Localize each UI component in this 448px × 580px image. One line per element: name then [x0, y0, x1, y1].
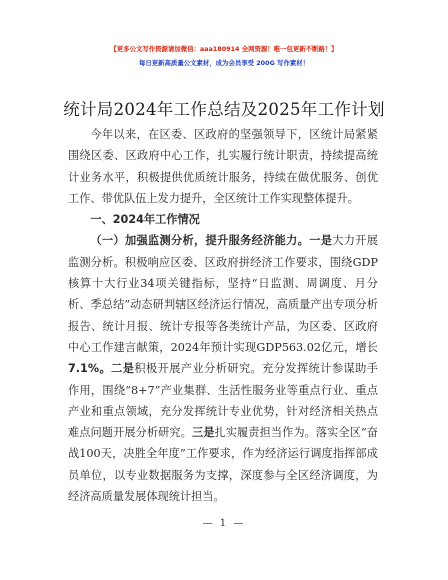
- page-number: — 1 —: [202, 518, 246, 529]
- item-1-label: （一）加强监测分析，提升服务经济能力。: [90, 234, 310, 248]
- point-3-label: 三是: [191, 426, 215, 440]
- item-1-paragraph: [68, 230, 378, 507]
- point-1-label: 一是: [309, 234, 333, 248]
- promo-banner-line-2: 每日更新高质量公文素材，成为会员享受 200G 写作素材！: [138, 59, 310, 67]
- point-3-text: 扎实履责担当作为。落实全区“奋战100天，决胜全年度”工作要求，作为经济运行调度指挥部成员单位，以专业数据服务为支撑，深度参与全区经济调度，为经济高质量发展体现统计担当。: [68, 426, 378, 504]
- point-2-label: 二是: [111, 362, 135, 376]
- document-title: 统计局2024年工作总结及2025年工作计划: [63, 100, 385, 119]
- point-2-text: 积极开展产业分析研究。充分发挥统计参谋助手作用，围绕“8+7”产业集群、生活性服务业等重点行业、重点产业和重点领域，充分发挥统计专业优势，针对经济相关热点难点问题开展分析研究。: [68, 362, 378, 440]
- intro-paragraph: 今年以来，在区委、区政府的坚强领导下，区统计局紧紧围绕区委、区政府中心工作，扎实履行统计职责，持续提高统计业务水平，积极提供优质统计服务，持续在做优服务、创优工作、带优队伍上发力提升，全区统计工作实现整体提升。: [68, 128, 378, 205]
- document-body: [68, 124, 378, 507]
- growth-rate-highlight: 7.1%。: [68, 362, 112, 376]
- section-heading-1: 一、2024年工作情况: [90, 213, 200, 227]
- point-1-text: 大力开展监测分析。积极响应区委、区政府拼经济工作要求，围绕GDP核算十大行业34项关键指标，坚持“日监测、周调度、月分析、季总结”动态研判辖区经济运行情况，高质量产出专项分析报告、统计月报、统计专报等各类统计产品，为区委、区政府中心工作建言献策，2024年预计实现GDP563.02亿元，增长: [68, 234, 378, 354]
- promo-banner-line-1: 【更多公文写作资源请加微信：aaa180914 全网资源！唯一包更新不断路！】: [110, 45, 338, 53]
